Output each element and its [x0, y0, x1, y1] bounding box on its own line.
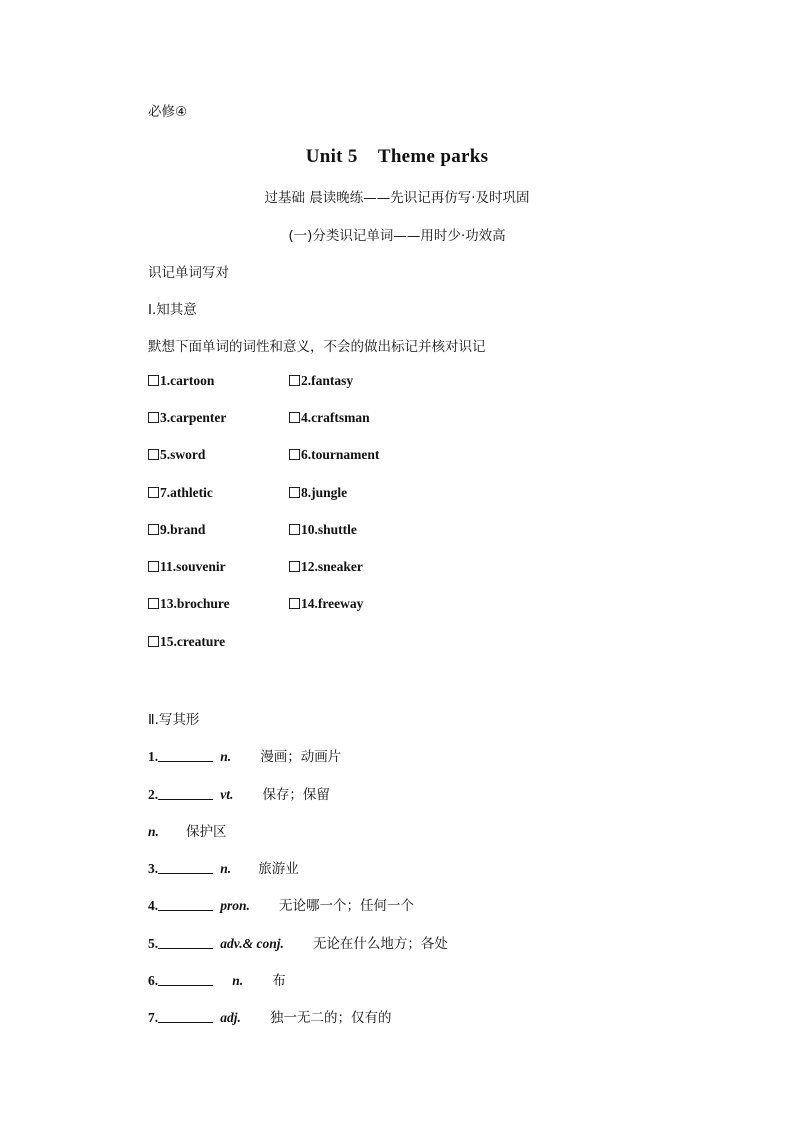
fill-in-item: 1. n. 漫画；动画片 — [148, 749, 342, 765]
fill-in-item: 7. adj. 独一无二的；仅有的 — [148, 1010, 392, 1026]
checkbox-icon[interactable] — [289, 598, 300, 609]
word-item[interactable]: 2.fantasy — [289, 373, 353, 389]
part1-heading: Ⅰ.知其意 — [148, 302, 197, 318]
checkbox-icon[interactable] — [289, 561, 300, 572]
word-item[interactable]: 15.creature — [148, 634, 225, 650]
page-title: Unit 5 Theme parks — [305, 146, 489, 167]
checkbox-icon[interactable] — [148, 449, 159, 460]
answer-blank[interactable] — [158, 788, 213, 800]
subtitle-sub: (一)分类识记单词——用时少·功效高 — [288, 228, 506, 244]
fill-in-item: 5. adv.& conj. 无论在什么地方；各处 — [148, 936, 448, 952]
word-item[interactable]: 13.brochure — [148, 596, 230, 612]
checkbox-icon[interactable] — [148, 412, 159, 423]
answer-blank[interactable] — [158, 750, 213, 762]
word-item[interactable]: 11.souvenir — [148, 559, 226, 575]
checkbox-icon[interactable] — [289, 524, 300, 535]
book-label: 必修④ — [148, 104, 188, 120]
subtitle-main: 过基础 晨读晚练——先识记再仿写·及时巩固 — [264, 190, 530, 206]
checkbox-icon[interactable] — [148, 598, 159, 609]
fill-in-item: 6. n. 布 — [148, 973, 286, 989]
checkbox-icon[interactable] — [148, 636, 159, 647]
word-item[interactable]: 4.craftsman — [289, 410, 370, 426]
answer-blank[interactable] — [158, 937, 213, 949]
checkbox-icon[interactable] — [148, 375, 159, 386]
fill-in-item: 3. n. 旅游业 — [148, 861, 299, 877]
answer-blank[interactable] — [158, 862, 213, 874]
checkbox-icon[interactable] — [148, 561, 159, 572]
part2-heading: Ⅱ.写其形 — [148, 712, 200, 728]
checkbox-icon[interactable] — [289, 375, 300, 386]
checkbox-icon[interactable] — [148, 487, 159, 498]
checkbox-icon[interactable] — [148, 524, 159, 535]
word-item[interactable]: 9.brand — [148, 522, 205, 538]
checkbox-icon[interactable] — [289, 487, 300, 498]
word-item[interactable]: 7.athletic — [148, 485, 213, 501]
part1-instruction: 默想下面单词的词性和意义，不会的做出标记并核对识记 — [148, 339, 486, 355]
checkbox-icon[interactable] — [289, 412, 300, 423]
fill-in-item: 2. vt. 保存；保留 — [148, 787, 330, 803]
word-item[interactable]: 3.carpenter — [148, 410, 226, 426]
word-item[interactable]: 12.sneaker — [289, 559, 363, 575]
section-heading: 识记单词写对 — [148, 265, 229, 281]
word-item[interactable]: 1.cartoon — [148, 373, 214, 389]
word-item[interactable]: 8.jungle — [289, 485, 347, 501]
fill-in-item: n. 保护区 — [148, 824, 227, 840]
word-item[interactable]: 6.tournament — [289, 447, 379, 463]
answer-blank[interactable] — [158, 899, 213, 911]
word-item[interactable]: 5.sword — [148, 447, 205, 463]
answer-blank[interactable] — [158, 1011, 213, 1023]
word-item[interactable]: 14.freeway — [289, 596, 363, 612]
fill-in-item: 4. pron. 无论哪一个；任何一个 — [148, 898, 414, 914]
answer-blank[interactable] — [158, 974, 213, 986]
checkbox-icon[interactable] — [289, 449, 300, 460]
word-item[interactable]: 10.shuttle — [289, 522, 357, 538]
